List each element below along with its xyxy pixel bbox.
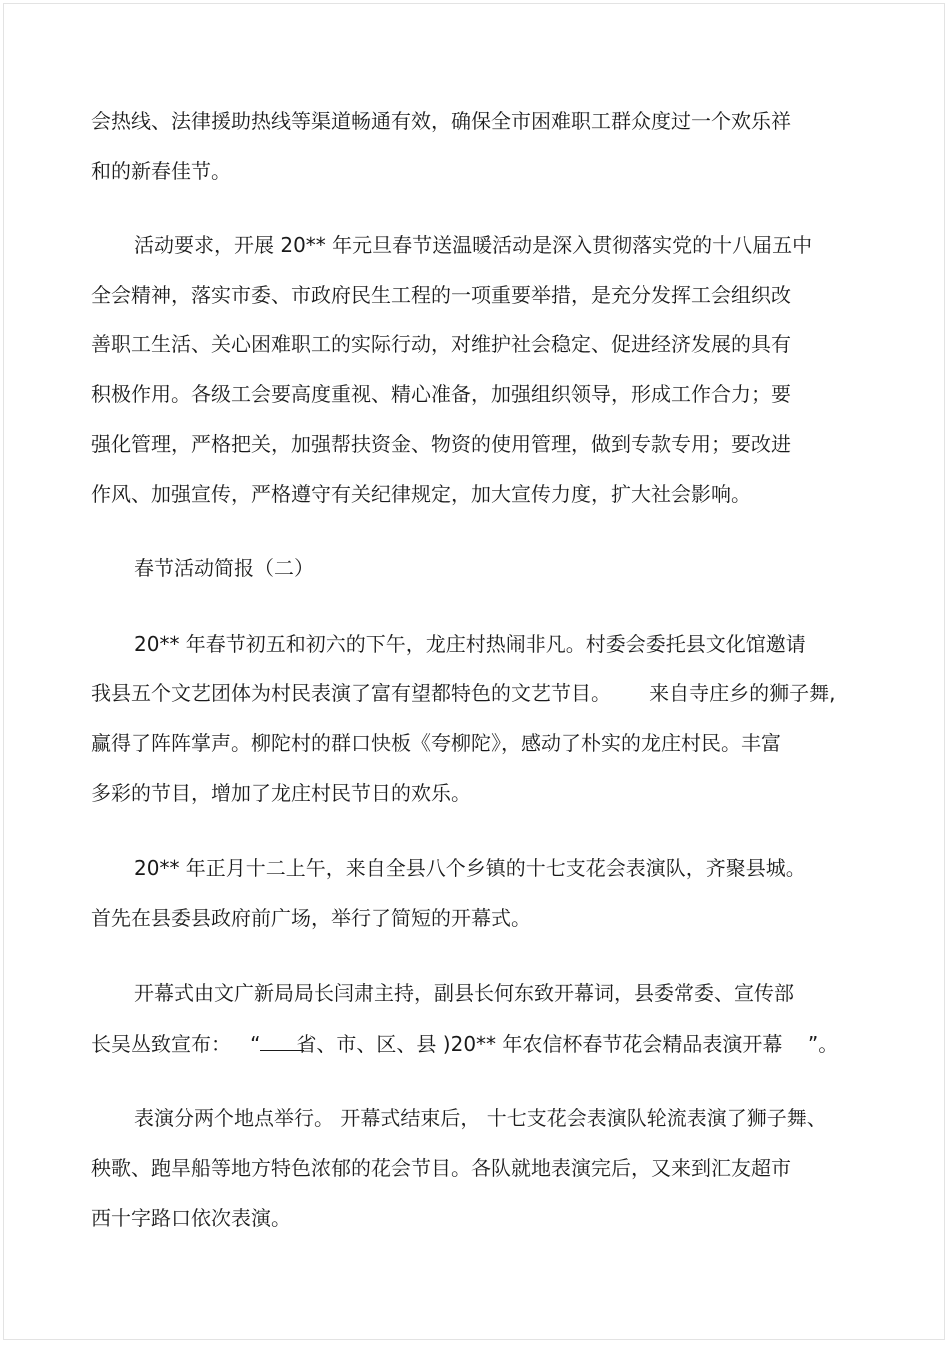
text-line: 20** 年正月十二上午，来自全县八个乡镇的十七支花会表演队，齐聚县城。 xyxy=(134,856,806,880)
text-line: 秧歌、跑旱船等地方特色浓郁的花会节目。各队就地表演完后，又来到汇友超市 xyxy=(91,1156,791,1180)
text-line: 积极作用。各级工会要高度重视、精心准备，加强组织领导，形成工作合力；要 xyxy=(91,382,791,406)
text-line: 强化管理，严格把关，加强帮扶资金、物资的使用管理，做到专款专用；要改进 xyxy=(91,432,791,456)
text-line: 善职工生活、关心困难职工的实际行动，对维护社会稳定、促进经济发展的具有 xyxy=(91,332,791,356)
text-line: 活动要求，开展 20** 年元旦春节送温暖活动是深入贯彻落实党的十八届五中 xyxy=(134,233,813,257)
text-line: 作风、加强宣传，严格遵守有关纪律规定，加大宣传力度，扩大社会影响。 xyxy=(91,482,751,506)
text-line-with-blank xyxy=(91,1031,838,1056)
document-page xyxy=(3,3,945,1340)
text-line: 全会精神，落实市委、市政府民生工程的一项重要举措，是充分发挥工会组织改 xyxy=(91,283,791,307)
text-line: 多彩的节目，增加了龙庄村民节日的欢乐。 xyxy=(91,781,471,805)
text-segment: 省、市、区、县 )20** 年农信杯春节花会精品表演开幕 ”。 xyxy=(296,1032,839,1056)
text-line: 开幕式由文广新局局长闫肃主持，副县长何东致开幕词，县委常委、宣传部 xyxy=(134,981,794,1005)
text-line: 西十字路口依次表演。 xyxy=(91,1206,291,1230)
text-line: 我县五个文艺团体为村民表演了富有望都特色的文艺节目。 来自寺庄乡的狮子舞, xyxy=(91,681,836,705)
text-line: 赢得了阵阵掌声。柳陀村的群口快板《夸柳陀》，感动了朴实的龙庄村民。丰富 xyxy=(91,731,781,755)
section-heading: 春节活动简报（二） xyxy=(134,556,314,580)
text-line: 和的新春佳节。 xyxy=(91,159,231,183)
text-line: 表演分两个地点举行。 开幕式结束后， 十七支花会表演队轮流表演了狮子舞、 xyxy=(134,1106,827,1130)
text-line: 20** 年春节初五和初六的下午，龙庄村热闹非凡。村委会委托县文化馆邀请 xyxy=(134,632,806,656)
text-segment: 长吴丛致宣布： “ xyxy=(91,1032,261,1056)
text-line: 会热线、法律援助热线等渠道畅通有效，确保全市困难职工群众度过一个欢乐祥 xyxy=(91,109,791,133)
text-line: 首先在县委县政府前广场，举行了简短的开幕式。 xyxy=(91,906,531,930)
